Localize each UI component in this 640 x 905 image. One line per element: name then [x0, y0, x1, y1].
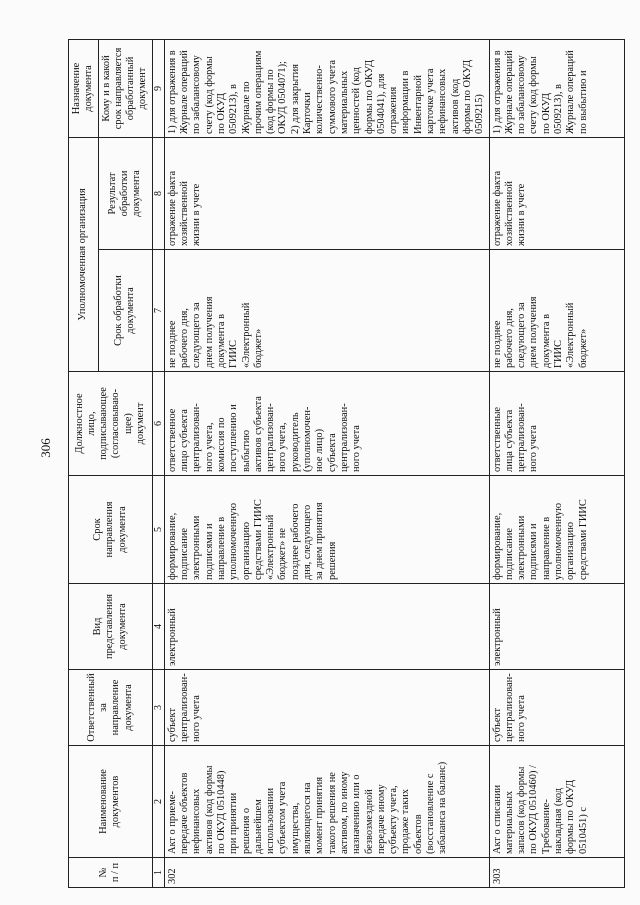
header-document-purpose: Назначение документа [69, 39, 99, 137]
header-deadline: Срок направления документа [69, 476, 153, 584]
responsible-party: субъект централизован- ного учета [489, 670, 624, 746]
table-header-group-row [69, 39, 99, 887]
page-number: 306 [37, 438, 53, 458]
signing-official: ответственные лица субъекта централизован- ного учета [489, 372, 624, 476]
rotated-table-wrapper [68, 40, 606, 888]
submission-deadline: формирование, подписание электронными подписями и направление в уполномоченную организацию средствами ГИИС [489, 476, 624, 584]
column-number: 5 [152, 476, 164, 584]
processing-result: отражение факта хозяйственной жизни в учете [489, 137, 624, 249]
documents-table [68, 39, 625, 888]
header-processing-result: Результат обработки документа [98, 137, 152, 249]
header-processing-deadline: Срок обработки документа [98, 250, 152, 372]
column-number: 3 [152, 670, 164, 746]
column-number: 4 [152, 584, 164, 670]
row-number: 302 [164, 858, 489, 888]
header-authorized-organization: Уполномоченная организация [69, 137, 99, 371]
processing-deadline: не позднее рабочего дня, следующего за днем получения документа в ГИИС «Электронный бюджет» [164, 250, 489, 372]
column-number: 1 [152, 858, 164, 888]
column-number: 6 [152, 372, 164, 476]
document-form: электронный [164, 584, 489, 670]
header-document-name: Наименование документов [69, 746, 153, 858]
header-signer: Должностное лицо, подписывающее (согласовываю- щее) документ [69, 372, 153, 476]
header-form: Вид представления документа [69, 584, 153, 670]
table-row [489, 39, 624, 887]
processing-deadline: не позднее рабочего дня, следующего за днем получения документа в ГИИС «Электронный бюджет» [489, 250, 624, 372]
column-numbers-row [152, 39, 164, 887]
row-number: 303 [489, 858, 624, 888]
header-recipient: Кому и в какой срок направляется обработанный документ [98, 39, 152, 137]
submission-deadline: формирование, подписание электронными подписями и направление в уполномоченную организацию средствами ГИИС «Электронный бюджет» не позднее рабочего дня, следующего за днем принятия решения [164, 476, 489, 584]
header-number: № п / п [69, 858, 153, 888]
processing-result: отражение факта хозяйственной жизни в учете [164, 137, 489, 249]
table-row [164, 39, 489, 887]
column-number: 7 [152, 250, 164, 372]
header-responsible: Ответственный за направление документа [69, 670, 153, 746]
document-purpose: 1) для отражения в Журнале операций по забалансовому счету (код формы по ОКУД 0509213), в Журнале операций по выбытию и [489, 39, 624, 137]
document-name: Акт о списании материальных запасов (код формы по ОКУД 0510460) / Требование- накладная (код формы по ОКУД 0510451) с [489, 746, 624, 858]
column-number: 8 [152, 137, 164, 249]
document-purpose: 1) для отражения в Журнале операций по забалансовому счету (код формы по ОКУД 0509213), в Журнале по прочим операциям (код формы по ОКУД 0504071); 2) для закрытия Карточки количественно- суммового учета материальных ценностей (код формы по ОКУД 0504041), для отражения информации в Инвентарной карточке учета нефинансовых активов (код формы по ОКУД 0509215) [164, 39, 489, 137]
document-form: электронный [489, 584, 624, 670]
document-name: Акт о приеме- передаче объектов нефинансовых активов (код формы по ОКУД 0510448) при принятии решения о дальнейшем использовании субъектом учета имущества, являющегося на момент принятия такого решения не активом, по иному назначению или о безвозмездной передаче иному субъекту учета, продаже таких объектов (восстановление с забаланса на баланс) [164, 746, 489, 858]
column-number: 9 [152, 39, 164, 137]
column-number: 2 [152, 746, 164, 858]
responsible-party: субъект централизован- ного учета [164, 670, 489, 746]
signing-official: ответственное лицо субъекта централизован- ного учета, комиссия по поступлению и выбытию активов субъекта централизован- ного учета, руководитель (уполномочен- ное лицо) субъекта централизован- ного учета [164, 372, 489, 476]
